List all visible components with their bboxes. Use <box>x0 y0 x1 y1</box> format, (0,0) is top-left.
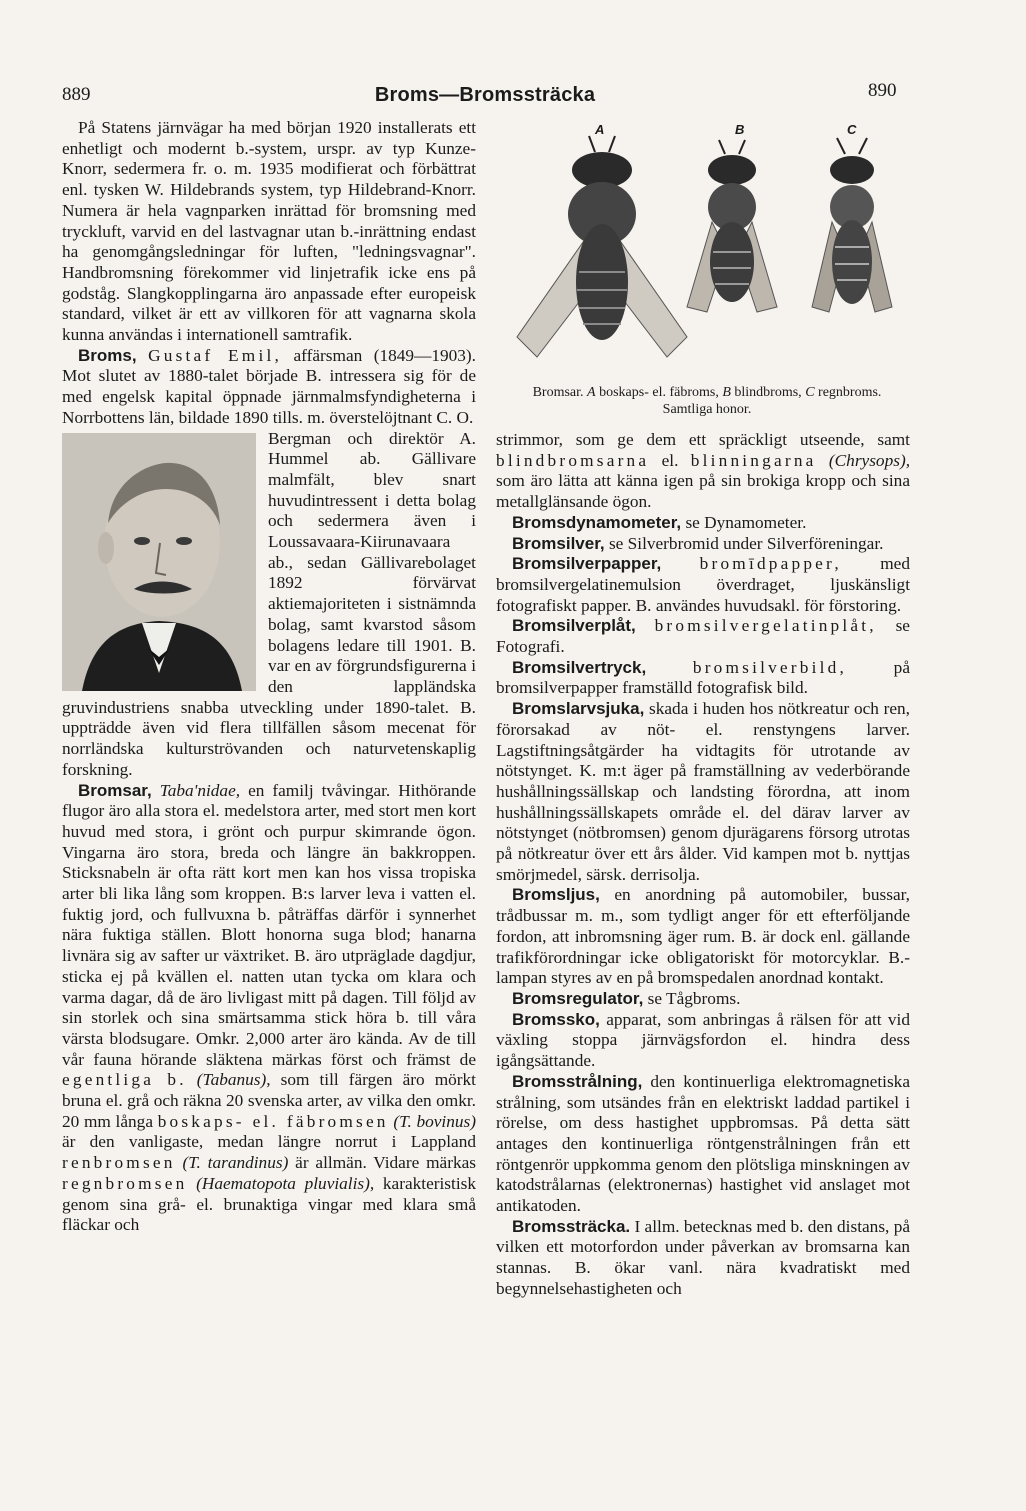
bromsar-latin: Taba'nidae, <box>159 780 241 800</box>
bromsilver-text: se Silverbromid under Silverföreningar. <box>608 533 884 553</box>
broms-text-2: Bergman och direktör A. Hummel ab. Gällivare malmfält, blev snart huvudintressent i detta bolag och sedermera även i Loussavaara-Kiirunavaara ab., sedan Gällivarebolaget 1892 förvärvat aktiemajoriteten i sistnämnda bolag, samt kvarstod såsom bolagens ledare till 1901. B. var en av förgrundsfigurerna i den lappländska gruvindustriens snabba utveckling under 1890-talet. B. uppträdde även vid flera tillfällen såsom mecenat för norrländska kulturströvanden och naturvetenskaplig forskning. <box>62 428 476 779</box>
bromsilverplat-text: se Fotografi. <box>496 616 910 657</box>
bromslarvsjuka-text: skada i huden hos nötkreatur och ren, förorsakad av nöt- el. renstyngens larver. Lagstiftningsåtgärder ha vidtagits för utrotande av nötstynget. K. m:t äger på framställning av vederbörande hushållningssällskap och landsting förordna, att inom hushållningssällskapets område el. del därav larver av nötstynget (nötbromsen) genom djurägarens försorg utrotas på nötkreatur över ett års ålder. Vid kampen mot b. nyttjas smörjmedel, särsk. derrisolja. <box>496 699 910 884</box>
bromsar-headword: Bromsar, <box>78 780 152 800</box>
bromslarvsjuka-headword: Bromslarvsjuka, <box>512 699 645 719</box>
bromsar-continuation <box>496 430 910 513</box>
broms-entry <box>62 346 476 429</box>
cont-text-a: strimmor, som ge dem ett spräckligt utseende, samt <box>496 430 910 449</box>
bromssko-text: apparat, som anbringas å rälsen för att vid växling stoppa järnvägsfordon el. hindra dess igångsättande. <box>496 1009 911 1071</box>
egentliga-b: egentliga b. <box>62 1070 187 1090</box>
bromsdynamometer-headword: Bromsdynamometer, <box>512 512 682 532</box>
bromidpapper: bromīdpapper, <box>699 554 842 574</box>
bromsilvertryck-headword: Bromsilvertryck, <box>512 657 647 677</box>
bromsilvertryck-text: på bromsilverpapper framställd fotografisk bild. <box>496 657 910 698</box>
caption-a: A <box>587 385 596 400</box>
bromsljus-headword: Bromsljus, <box>512 885 600 905</box>
bromsdynamometer-entry <box>496 513 910 534</box>
cont-text-c: som äro lätta att känna igen på sin brokiga kropp och sina metallglänsande ögon. <box>496 471 910 512</box>
bromsilver-entry <box>496 534 910 555</box>
broms-name: Gustaf Emil, <box>148 345 282 365</box>
bromsstralning-entry <box>496 1072 910 1217</box>
portrait-drawing <box>62 433 256 691</box>
broms-text-1: affärsman (1849—1903). Mot slutet av 1880-talet började B. intressera sig för de med engelsk kapital öppnade järnmalmsfyndigheterna i Norrbottens län, bildade 1890 tills. m. överstelöjtnant C. O. <box>62 345 476 427</box>
bromsilvergelatinplat: bromsilvergelatinplåt, <box>654 616 877 636</box>
bromsar-text-1: en familj tvåvingar. Hithörande flugor äro alla stora el. medelstora arter, med stort men kort huvud med stora, i grönt och purpur skimrande ögon. Vingarna äro stora, breda och längre än bakkroppen. Sticksnabeln är ofta rätt kort men kan hos vissa tropiska arter bli lika lång som kroppen. B:s larver leva i vatten el. fuktig jord, och fullvuxna b. påträffas därför i synnerhet nära fuktiga ställen. Blott honorna suga blod; hanarna livnära sig av safter ur växtriket. B. äro utpräglade dagdjur, sticka ej på kvällen el. natten utan tycka om klara och varma dagar, då de äro livligast mitt på dagen. Till följd av sin storlek och sina smärtsamma stick höra b. till våra värsta blodsugare. Omkr. 2,000 arter äro kända. Av de till vår fauna hörande släktena märkas först och främst de <box>62 780 476 1069</box>
bromssko-headword: Bromssko, <box>512 1009 600 1029</box>
horsefly-illustration <box>507 122 907 380</box>
left-column <box>62 118 476 1236</box>
t-bovinus: (T. bovinus) <box>393 1111 476 1131</box>
bromsilverbild: bromsilverbild, <box>692 657 847 677</box>
figure-label-b: B <box>735 122 745 137</box>
bromsstralning-text: den kontinuerliga elektromagnetiska strålning, som utsändes från en elektriskt laddad partikel i rörelse, om dess hastighet uppbromsas. På detta sätt antages den kontinuerliga röntgenstrålningen från ett röntgenrör uppkomma genom den plötsliga minskningen av katodstrålarnas (elektronernas) hastighet vid anslaget mot antikatoden. <box>496 1071 910 1216</box>
bromsstracka-text: I allm. betecknas med b. den distans, på vilken ett motorfordon under påverkan av bromsarna kan stannas. B. ökar vanl. nära kvadratiskt med begynnelsehastigheten och <box>496 1216 910 1298</box>
bromsregulator-text: se Tågbroms. <box>647 988 741 1008</box>
running-head: Broms—Bromssträcka <box>374 84 596 106</box>
bromsstracka-entry <box>496 1217 910 1300</box>
t-tarandinus: (T. tarandinus) <box>182 1153 289 1173</box>
figure-caption <box>507 384 907 418</box>
horsefly-figure <box>507 122 907 380</box>
bromsilvertryck-entry <box>496 658 910 699</box>
renbromsen: renbromsen <box>62 1153 176 1173</box>
figure-label-a: A <box>595 122 605 137</box>
bromsar-text-2: som till färgen äro mörkt bruna el. grå och räkna 20 svenska arter, av vilka den omkr. 20 mm långa <box>62 1070 476 1131</box>
figure-label-c: C <box>847 122 857 137</box>
bromsar-entry <box>62 781 476 1236</box>
right-column <box>496 430 910 1300</box>
bromsdynamometer-text: se Dynamometer. <box>685 512 807 532</box>
bromsilver-headword: Bromsilver, <box>512 533 605 553</box>
tabanus: (Tabanus), <box>196 1070 271 1090</box>
blinningarna: blinningarna <box>690 450 817 470</box>
fly-c-drawing <box>812 138 892 312</box>
fly-a-drawing <box>517 136 687 357</box>
broms-headword: Broms, <box>78 345 137 365</box>
bromsilverpapper-headword: Bromsilverpapper, <box>512 554 662 574</box>
blindbromsarna: blindbromsarna <box>496 450 650 470</box>
bromsilverplat-headword: Bromsilverplåt, <box>512 616 636 636</box>
bromsilverplat-entry <box>496 616 910 657</box>
bromsregulator-entry <box>496 989 910 1010</box>
bromsar-text-3: är den vanligaste, medan längre norrut i Lappland <box>62 1132 476 1152</box>
page-number-right: 890 <box>868 80 897 101</box>
bromsstralning-headword: Bromsstrålning, <box>512 1071 643 1091</box>
caption-c: C <box>805 385 815 400</box>
bromsljus-entry <box>496 885 910 989</box>
page-header <box>0 78 1026 112</box>
bromsar-text-5: karakteristisk genom sina grå- el. brunaktiga vingar med klara små fläckar och <box>62 1173 477 1235</box>
bromsljus-text: en anordning på automobiler, bussar, trådbussar m. m., som tydligt anger för ett efterföljande fordon, att inbromsning äger rum. B. är dock enl. gällande trafikförordningar icke obligatoriskt för motorcyklar. B.-lampan styres av en på bromspedalen anordnad kontakt. <box>496 885 911 988</box>
page-number-left: 889 <box>62 84 91 105</box>
bromssko-entry <box>496 1010 910 1072</box>
jarnvagar-paragraph: På Statens järnvägar ha med början 1920 installerats ett enhetligt och modernt b.-system, urspr. av typ Kunze-Knorr, sedermera fr. o. m. 1935 modifierat och förbättrat enl. tysken W. Hildebrands system, typ Hildebrand-Knorr. Numera är hela vagnparken inrättad för bromsning med tryckluft, varvid en del lastvagnar utan b.-inrättning endast ha genomgångsledningar för luften, "ledningsvagnar". Handbromsning förekommer vid linjetrafik icke ens på godståg. Slangkopplingarna äro anpassade efter europeisk standard, vilket är ett av villkoren för att vagnarna skola kunna användas i internationell samtrafik. <box>62 118 476 345</box>
boskaps-fabromsen: boskaps- el. fäbromsen <box>157 1111 389 1131</box>
caption-mid2: blindbroms, <box>734 385 802 400</box>
fly-b-drawing <box>687 140 777 312</box>
bromsstracka-headword: Bromssträcka. <box>512 1216 631 1236</box>
chrysops: (Chrysops), <box>828 450 911 470</box>
caption-prefix: Bromsar. <box>532 385 584 400</box>
regnbromsen: regnbromsen <box>62 1173 188 1193</box>
bromsar-text-4: är allmän. Vidare märkas <box>295 1153 477 1173</box>
bromsilverpapper-text: med bromsilvergelatinemulsion överdraget, ljuskänsligt fotografiskt papper. B. användes huvudsakl. för förstoring. <box>496 554 910 615</box>
broms-portrait-block <box>62 429 476 781</box>
caption-b: B <box>722 385 731 400</box>
broms-portrait <box>62 433 256 691</box>
haematopota: (Haematopota pluvialis), <box>196 1173 375 1193</box>
cont-text-b: el. <box>661 450 679 470</box>
bromsregulator-headword: Bromsregulator, <box>512 988 644 1008</box>
bromsilverpapper-entry <box>496 554 910 616</box>
caption-mid1: boskaps- el. fäbroms, <box>599 385 719 400</box>
caption-end: regnbroms. Samtliga honor. <box>662 385 882 417</box>
bromslarvsjuka-entry <box>496 699 910 885</box>
